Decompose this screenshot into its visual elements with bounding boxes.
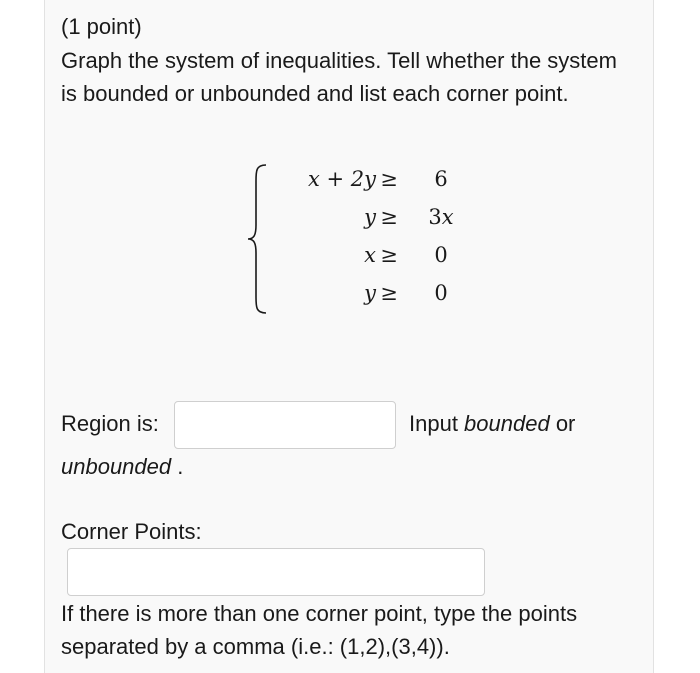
region-hint-unbounded: unbounded	[61, 454, 172, 479]
region-hint	[409, 407, 575, 440]
inequality-relation: ≥	[380, 167, 398, 191]
inequality-rhs	[416, 167, 466, 191]
inequality-lhs: x + 2y	[307, 167, 376, 191]
inequality-lhs: y	[364, 281, 376, 305]
region-hint-suffix: .	[171, 454, 184, 479]
corner-points-label: Corner Points:	[61, 519, 202, 544]
region-input[interactable]	[174, 401, 396, 449]
rhs-coefficient: 3	[428, 205, 442, 229]
problem-prompt: Graph the system of inequalities. Tell whether the system is bounded or unbounded and list each corner point.	[61, 48, 617, 106]
region-hint-continued	[61, 450, 183, 483]
region-hint-mid: or	[549, 411, 576, 436]
region-hint-prefix: Input	[409, 411, 465, 436]
inequality-relation: ≥	[380, 205, 398, 229]
rhs-coefficient: 0	[434, 281, 448, 305]
region-label: Region is:	[61, 411, 159, 436]
inequality-rhs	[416, 243, 466, 267]
inequality-rhs	[416, 281, 466, 305]
corner-points-input[interactable]	[67, 548, 485, 596]
region-hint-bounded: bounded	[464, 411, 550, 436]
corner-points-note: If there is more than one corner point, type the points separated by a comma (i.e.: (1,2),(3,4)).	[61, 601, 578, 659]
inequality-system	[246, 163, 476, 315]
rhs-coefficient: 6	[434, 167, 448, 191]
inequality-lhs: y	[364, 205, 376, 229]
rhs-variable: x	[441, 205, 454, 229]
inequality-lhs: x	[364, 243, 376, 267]
inequality-rhs	[416, 205, 466, 229]
inequality-relation: ≥	[380, 281, 398, 305]
inequality-relation: ≥	[380, 243, 398, 267]
point-value: (1 point)	[61, 14, 142, 39]
rhs-coefficient: 0	[434, 243, 448, 267]
